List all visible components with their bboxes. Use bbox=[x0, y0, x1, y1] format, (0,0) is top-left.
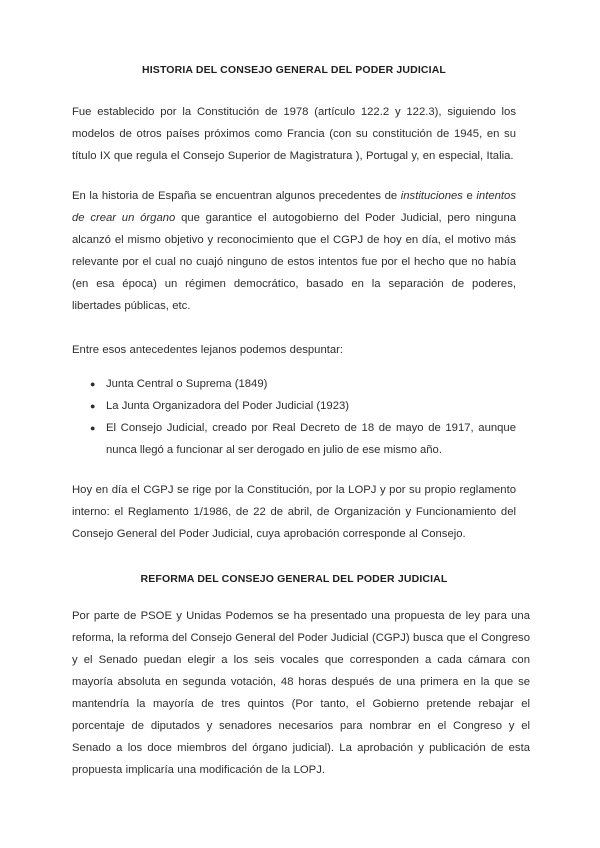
bullet-icon: ● bbox=[90, 379, 96, 389]
paragraph-intro-antecedentes: Entre esos antecedentes lejanos podemos despuntar: bbox=[72, 344, 344, 356]
paragraph-historia-1: Fue establecido por la Constitución de 1978 (artículo 122.2 y 122.3), siguiendo los modelos de otros países próximos como Francia (con su constitución de 1945, en su título IX que regula el Consejo Superior de Magistratura ), Portugal y, en especial, Italia. bbox=[72, 106, 516, 162]
paragraph-text-run: que garantice el autogobierno del Poder Judicial, pero ninguna alcanzó el mismo objetivo y reconocimiento que el CGPJ de hoy en día, el motivo más relevante por el cual no cuajó ninguno de estos intentos fue por el hecho que no había (en esa época) un régimen democrático, basado en la separación de poderes, libertades públicas, etc. bbox=[72, 212, 517, 312]
paragraph-reforma-1: Por parte de PSOE y Unidas Podemos se ha presentado una propuesta de ley para una reforma, la reforma del Consejo General del Poder Judicial (CGPJ) busca que el Congreso y el Senado puedan elegir a los seis vocales que corresponden a cada cámara con mayoría absoluta en segunda votación, 48 horas después de una primera en la que se mantendría la mayoría de tres quintos (Por tanto, el Gobierno pretende rebajar el porcentaje de diputados y senadores necesarios para nombrar en el Congreso y el Senado a los doce miembros del órgano judicial). La aprobación y publicación de esta propuesta implicaría una modificación de la LOPJ. bbox=[72, 610, 530, 776]
bullet-icon: ● bbox=[90, 401, 96, 411]
paragraph-historia-3: Hoy en día el CGPJ se rige por la Constitución, por la LOPJ y por su propio reglamento interno: el Reglamento 1/1986, de 22 de abril, de Organización y Funcionamiento del Consejo General del Poder Judicial, cuya aprobación corresponde al Consejo. bbox=[72, 484, 516, 540]
antecedentes-list bbox=[72, 373, 516, 461]
page-title: HISTORIA DEL CONSEJO GENERAL DEL PODER JUDICIAL bbox=[141, 64, 446, 76]
list-item-label: El Consejo Judicial, creado por Real Decreto de 18 de mayo de 1917, aunque nunca llegó a funcionar al ser derogado en julio de ese mismo año. bbox=[106, 422, 516, 456]
bullet-icon: ● bbox=[90, 423, 96, 433]
section-title-reforma: REFORMA DEL CONSEJO GENERAL DEL PODER JUDICIAL bbox=[140, 573, 448, 585]
italic-instituciones: instituciones bbox=[400, 190, 463, 202]
list-item bbox=[72, 395, 516, 417]
list-item-label: Junta Central o Suprema (1849) bbox=[106, 378, 268, 390]
paragraph-text-run: En la historia de España se encuentran algunos precedentes de bbox=[72, 190, 401, 202]
document-content bbox=[72, 62, 530, 781]
italic-intentos-de-crear-un-organo: intentos de crear un órgano bbox=[72, 190, 516, 224]
paragraph-historia-2 bbox=[72, 185, 516, 317]
list-item bbox=[72, 373, 516, 395]
list-item-label: La Junta Organizadora del Poder Judicial (1923) bbox=[106, 400, 350, 412]
list-item bbox=[72, 417, 516, 461]
paragraph-text-run: e bbox=[462, 190, 477, 202]
